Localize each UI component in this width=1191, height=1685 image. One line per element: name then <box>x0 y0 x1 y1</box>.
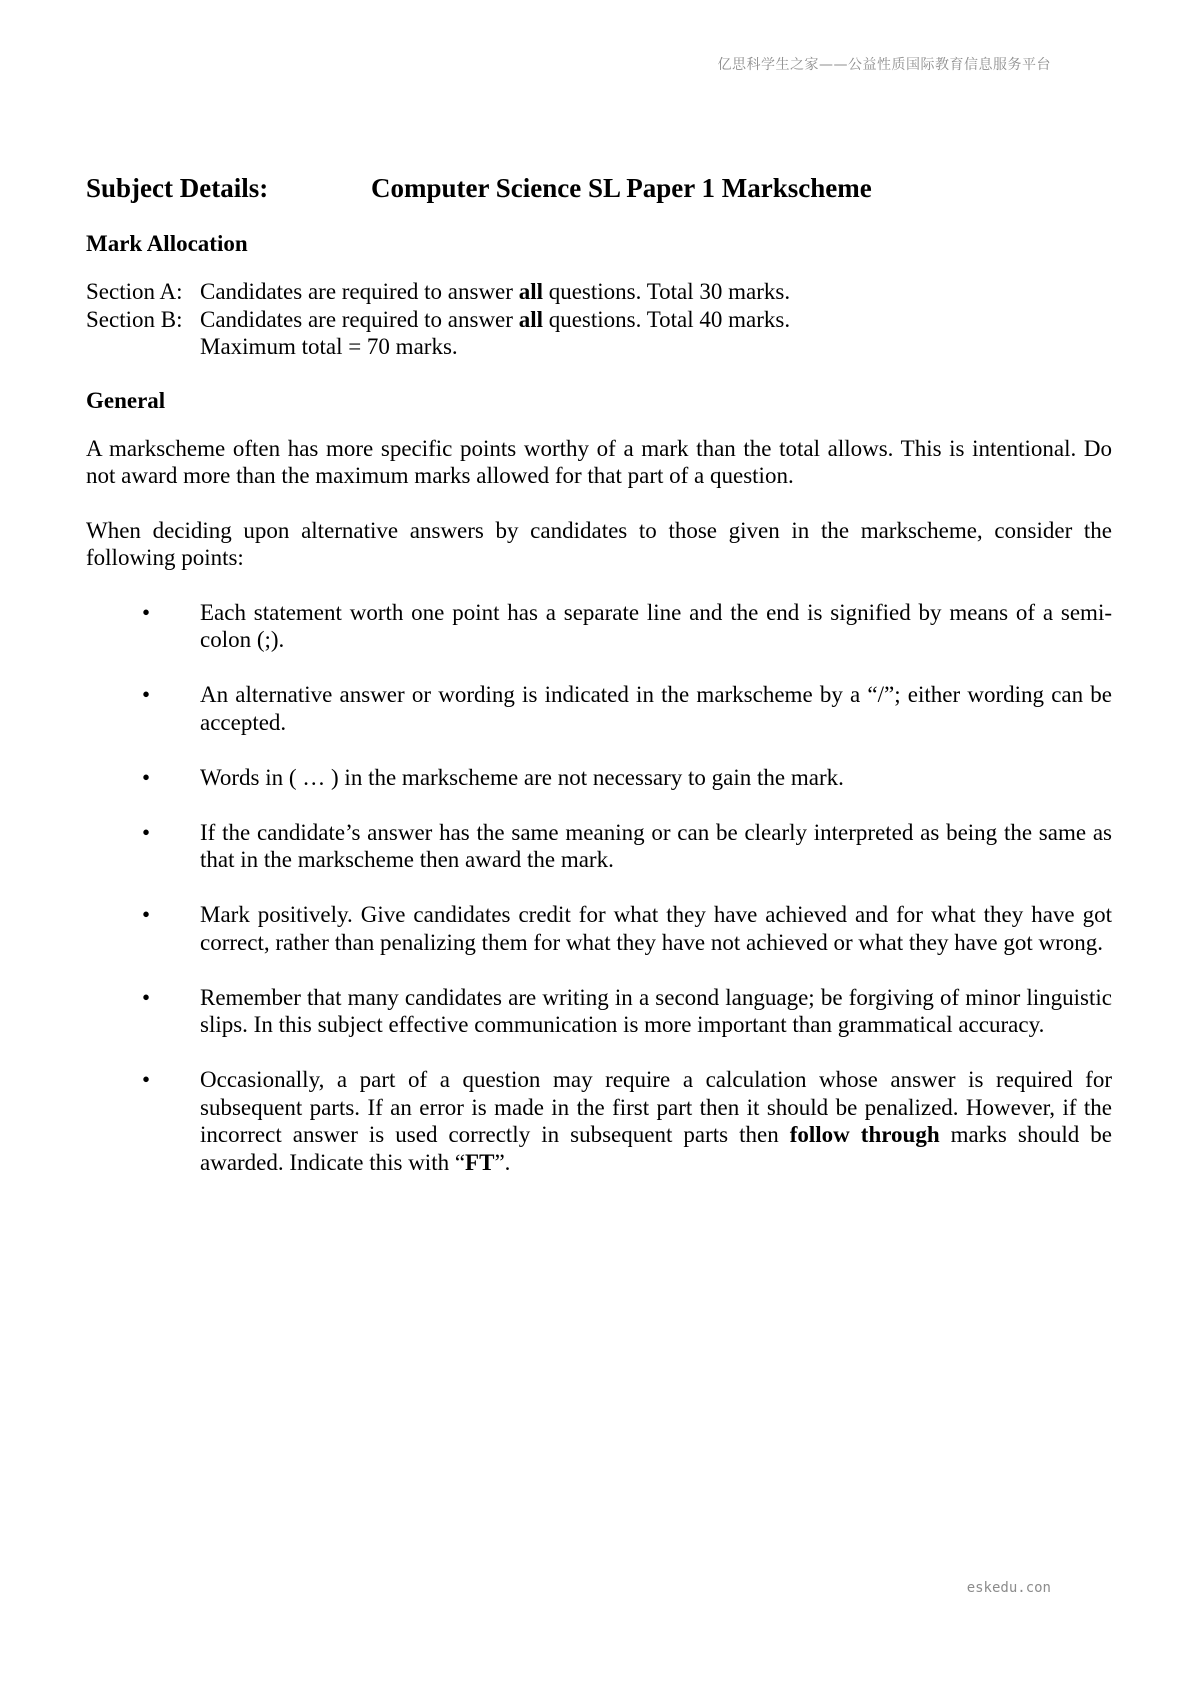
general-paragraph-2: When deciding upon alternative answers by candidates to those given in the markscheme, consider the following points: <box>86 517 1112 570</box>
section-a-text: Candidates are required to answer all questions. Total 30 marks. <box>200 279 791 304</box>
subject-details-label: Subject Details: <box>86 173 269 203</box>
footer-watermark: eskedu.con <box>966 1580 1051 1596</box>
list-item-text: Occasionally, a part of a question may require a calculation whose answer is required for subsequent parts. If an error is made in the first part then it should be penalized. However, if the incorrect answer is used correctly in subsequent parts then follow through marks should be awarded. Indicate this with “FT”. <box>200 1067 1112 1175</box>
list-item-text: Remember that many candidates are writing in a second language; be forgiving of minor linguistic slips. In this subject effective communication is more important than grammatical accuracy. <box>200 984 1112 1037</box>
bullet-icon: • <box>142 902 151 927</box>
list-item-text: Words in ( … ) in the markscheme are not necessary to gain the mark. <box>200 764 844 790</box>
max-total-row <box>86 333 1112 361</box>
list-item-text: Each statement worth one point has a separate line and the end is signified by means of a semi-colon (;). <box>200 599 1112 652</box>
list-item <box>86 901 1112 956</box>
document-body <box>86 168 1112 1204</box>
section-a-row <box>86 278 1112 306</box>
bullet-icon: • <box>142 984 151 1010</box>
marking-points-list <box>86 599 1112 1177</box>
list-item-text: An alternative answer or wording is indicated in the markscheme by a “/”; either wording can be accepted. <box>200 682 1112 735</box>
bullet-icon: • <box>142 682 151 707</box>
list-item <box>86 681 1112 736</box>
list-item <box>86 819 1112 874</box>
list-item-text: Mark positively. Give candidates credit for what they have achieved and for what they have got correct, rather than penalizing them for what they have not achieved or what they have got wrong. <box>200 902 1112 955</box>
general-paragraph-1: A markscheme often has more specific points worthy of a mark than the total allows. This is intentional. Do not award more than the maximum marks allowed for that part of a question. <box>86 435 1112 488</box>
general-heading: General <box>86 387 166 413</box>
max-total-text: Maximum total = 70 marks. <box>200 334 458 359</box>
subject-details-row <box>86 168 1112 208</box>
section-a-label: Section A: <box>86 279 183 304</box>
list-item <box>86 984 1112 1039</box>
section-b-label: Section B: <box>86 306 183 332</box>
mark-allocation-heading: Mark Allocation <box>86 231 248 256</box>
subject-title: Computer Science SL Paper 1 Markscheme <box>371 173 872 203</box>
bullet-icon: • <box>142 819 151 845</box>
mark-allocation-block <box>86 278 1112 361</box>
section-b-row <box>86 306 1112 334</box>
list-item-text: If the candidate’s answer has the same meaning or can be clearly interpreted as being the same as that in the markscheme then award the mark. <box>200 819 1112 872</box>
list-item <box>86 764 1112 792</box>
list-item <box>86 1066 1112 1176</box>
list-item <box>86 599 1112 654</box>
bullet-icon: • <box>142 1067 151 1092</box>
header-watermark: 亿思科学生之家——公益性质国际教育信息服务平台 <box>717 57 1051 73</box>
bullet-icon: • <box>142 599 151 625</box>
bullet-icon: • <box>142 764 151 790</box>
section-b-text: Candidates are required to answer all questions. Total 40 marks. <box>200 306 791 332</box>
